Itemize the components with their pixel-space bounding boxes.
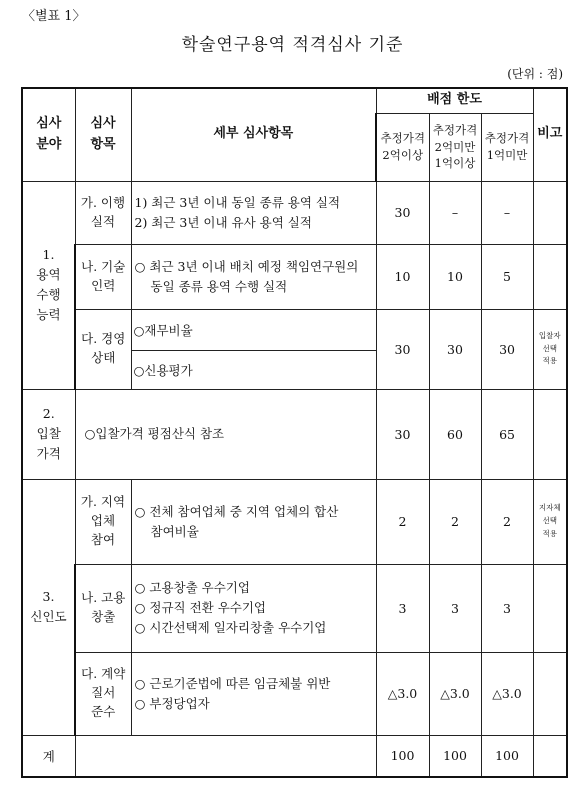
score-cell: – [429,181,481,244]
score-cell: 30 [376,181,429,244]
annex-label: 〈별표 1〉 [22,9,86,24]
table-row [22,181,567,244]
table-row [22,244,567,309]
table-row [22,309,567,389]
score-cell: 10 [429,244,481,309]
score-cell: 2 [376,479,429,564]
score-cell: 65 [481,389,533,479]
category-service-capability: 1. 용역 수행 능력 [22,181,75,389]
detail-performance: 1) 최근 3년 이내 동일 종류 용역 실적 2) 최근 3년 이내 유사 용역 실적 [131,181,376,244]
header-col-1eok-under: 추정가격 1억미만 [481,113,533,181]
evaluation-criteria-table [21,87,568,778]
item-job-creation: 나. 고용 창출 [75,564,131,652]
score-cell: 3 [481,564,533,652]
score-cell: 30 [429,309,481,389]
score-cell: 2 [481,479,533,564]
score-cell: 60 [429,389,481,479]
score-cell: 2 [429,479,481,564]
score-cell: 30 [376,389,429,479]
total-label: 계 [22,735,75,777]
detail-financial-ratio: ○재무비율 [132,310,376,351]
page-title: 학술연구용역 적격심사 기준 [181,35,404,55]
header-item: 심사 항목 [75,88,131,181]
score-cell: 3 [376,564,429,652]
detail-job-creation: ○ 고용창출 우수기업 ○ 정규직 전환 우수기업 ○ 시간선택제 일자리창출 우수기업 [131,564,376,652]
detail-bid-price: ○입찰가격 평점산식 참조 [75,389,376,479]
category-bid-price: 2. 입찰 가격 [22,389,75,479]
category-credibility: 3. 신인도 [22,479,75,735]
score-cell: △3.0 [376,652,429,735]
score-cell: 30 [481,309,533,389]
detail-management [131,309,376,389]
remark-cell [533,181,567,244]
remark-cell [533,244,567,309]
score-cell: 5 [481,244,533,309]
detail-technical-staff: ○ 최근 3년 이내 배치 예정 책임연구원의 동일 종류 용역 수행 실적 [131,244,376,309]
score-cell: – [481,181,533,244]
table-row [22,652,567,735]
header-field: 심사 분야 [22,88,75,181]
detail-local-company: ○ 전체 참여업체 중 지역 업체의 합산 참여비율 [131,479,376,564]
remark-bidder-choice: 입찰자 선택 적용 [533,309,567,389]
remark-cell [533,564,567,652]
header-score-limit: 배점 한도 [376,88,533,113]
item-technical-staff: 나. 기술 인력 [75,244,131,309]
total-empty [75,735,376,777]
table-row [22,735,567,777]
unit-label: (단위 : 점) [507,67,563,81]
score-cell: 10 [376,244,429,309]
detail-contract-order: ○ 근로기준법에 따른 임금체불 위반 ○ 부정당업자 [131,652,376,735]
score-cell: 30 [376,309,429,389]
detail-credit-rating: ○신용평가 [133,362,193,378]
item-contract-order: 다. 계약 질서 준수 [75,652,131,735]
item-management: 다. 경영 상태 [75,309,131,389]
table-row [22,564,567,652]
header-detail: 세부 심사항목 [131,88,376,181]
item-performance: 가. 이행 실적 [75,181,131,244]
table-row [22,389,567,479]
remark-local-gov-choice: 지자체 선택 적용 [533,479,567,564]
remark-cell [533,735,567,777]
score-cell: △3.0 [429,652,481,735]
remark-cell [533,389,567,479]
score-cell: △3.0 [481,652,533,735]
item-local-company: 가. 지역 업체 참여 [75,479,131,564]
header-remark: 비고 [533,88,567,181]
table-row [22,479,567,564]
total-cell: 100 [429,735,481,777]
remark-cell [533,652,567,735]
total-cell: 100 [376,735,429,777]
header-col-2eok-over: 추정가격 2억이상 [376,113,429,181]
header-col-1-2eok: 추정가격 2억미만 1억이상 [429,113,481,181]
score-cell: 3 [429,564,481,652]
total-cell: 100 [481,735,533,777]
